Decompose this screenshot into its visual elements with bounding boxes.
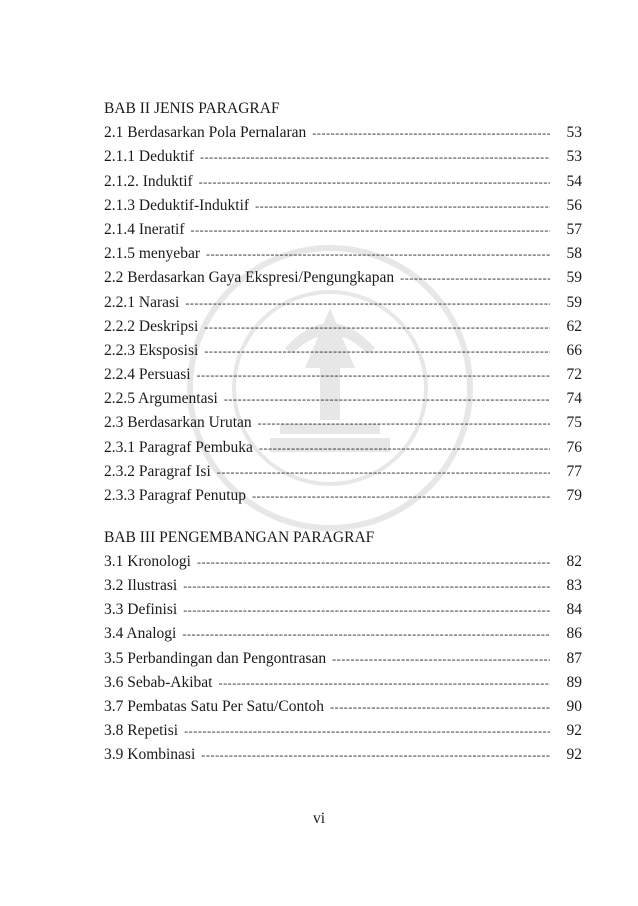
toc-entry-label: 3.4 Analogi <box>104 625 177 643</box>
dot-leader <box>197 550 550 574</box>
toc-entry-page: 66 <box>566 341 582 359</box>
toc-entry-label: 2.2.2 Deskripsi <box>104 317 199 335</box>
dot-leader <box>224 387 550 411</box>
dot-leader <box>259 436 550 460</box>
toc-entry-page: 86 <box>566 625 582 643</box>
toc-entry-label: 2.3 Berdasarkan Urutan <box>104 414 252 432</box>
toc-entry[interactable] <box>104 574 582 598</box>
toc-entry[interactable] <box>104 550 582 574</box>
toc-entry-page: 72 <box>566 366 582 384</box>
dot-leader <box>218 671 550 695</box>
toc-entry[interactable] <box>104 170 582 194</box>
toc-entry-label: 3.2 Ilustrasi <box>104 577 178 595</box>
toc-entry-label: 2.2.4 Persuasi <box>104 366 191 384</box>
toc-entry-label: 2.2.1 Narasi <box>104 293 180 311</box>
toc-entry-page: 59 <box>566 293 582 311</box>
dot-leader <box>258 411 550 435</box>
toc-entry-page: 75 <box>566 414 582 432</box>
toc-entry-page: 87 <box>566 649 582 667</box>
toc-entry-label: 2.1 Berdasarkan Pola Pernalaran <box>104 124 307 142</box>
dot-leader <box>199 170 550 194</box>
toc-entry-label: 3.3 Definisi <box>104 601 178 619</box>
dot-leader <box>201 743 550 767</box>
toc-entry-page: 76 <box>566 438 582 456</box>
dot-leader <box>312 121 550 145</box>
toc-entry[interactable] <box>104 598 582 622</box>
toc-entry-label: 2.1.5 menyebar <box>104 245 200 263</box>
dot-leader <box>204 339 550 363</box>
toc-entry[interactable] <box>104 363 582 387</box>
table-of-contents <box>104 97 582 768</box>
toc-entry-label: 2.1.3 Deduktif-Induktif <box>104 196 250 214</box>
toc-entry-label: 2.1.1 Deduktif <box>104 148 194 166</box>
dot-leader <box>190 218 550 242</box>
toc-entry[interactable] <box>104 411 582 435</box>
toc-entry[interactable] <box>104 387 582 411</box>
toc-entry-page: 53 <box>566 148 582 166</box>
chapter-heading: BAB III PENGEMBANGAN PARAGRAF <box>104 528 375 546</box>
toc-entry[interactable] <box>104 218 582 242</box>
dot-leader <box>252 484 550 508</box>
chapter-heading: BAB II JENIS PARAGRAF <box>104 100 280 117</box>
dot-leader <box>200 145 550 169</box>
toc-entry-label: 2.3.1 Paragraf Pembuka <box>104 438 253 456</box>
dot-leader <box>206 242 550 266</box>
dot-leader <box>185 291 550 315</box>
toc-entry-label: 2.2.5 Argumentasi <box>104 390 218 408</box>
toc-entry-label: 3.9 Kombinasi <box>104 746 196 764</box>
toc-entry-page: 58 <box>566 245 582 263</box>
toc-entry[interactable] <box>104 671 582 695</box>
toc-entry-label: 3.1 Kronologi <box>104 552 191 570</box>
toc-entry[interactable] <box>104 315 582 339</box>
toc-entry-page: 62 <box>566 317 582 335</box>
toc-entry[interactable] <box>104 719 582 743</box>
toc-entry-page: 74 <box>566 390 582 408</box>
toc-entry[interactable] <box>104 436 582 460</box>
toc-section <box>104 526 582 768</box>
toc-entry-label: 2.3.2 Paragraf Isi <box>104 462 211 480</box>
dot-leader <box>183 598 550 622</box>
toc-entry-page: 90 <box>566 698 582 715</box>
toc-entry-page: 92 <box>566 746 582 764</box>
toc-entry-page: 84 <box>566 601 582 619</box>
toc-entry[interactable] <box>104 484 582 508</box>
dot-leader <box>184 719 550 743</box>
toc-entry-label: 3.7 Pembatas Satu Per Satu/Contoh <box>104 698 325 715</box>
toc-entry-page: 82 <box>566 552 582 570</box>
toc-entry[interactable] <box>104 647 582 671</box>
toc-entry-page: 59 <box>566 269 582 287</box>
toc-entry[interactable] <box>104 242 582 266</box>
dot-leader <box>332 647 550 671</box>
toc-entry-page: 77 <box>566 462 582 480</box>
toc-entry[interactable] <box>104 743 582 767</box>
toc-entry-label: 2.1.4 Ineratif <box>104 220 185 238</box>
dot-leader <box>255 194 550 218</box>
toc-entry[interactable] <box>104 291 582 315</box>
toc-entry-label: 3.5 Perbandingan dan Pengontrasan <box>104 649 327 667</box>
dot-leader <box>217 460 550 484</box>
toc-entry[interactable] <box>104 339 582 363</box>
toc-entry-label: 2.2 Berdasarkan Gaya Ekspresi/Pengungkapan <box>104 269 395 287</box>
toc-entry-label: 2.2.3 Eksposisi <box>104 341 199 359</box>
toc-section <box>104 97 582 508</box>
toc-entry[interactable] <box>104 460 582 484</box>
dot-leader <box>182 622 550 646</box>
toc-entry[interactable] <box>104 266 582 290</box>
toc-entry-page: 89 <box>566 673 582 691</box>
dot-leader <box>400 266 550 290</box>
dot-leader <box>330 695 550 719</box>
toc-entry-label: 3.6 Sebab-Akibat <box>104 673 213 691</box>
toc-entry-label: 3.8 Repetisi <box>104 722 179 740</box>
toc-entry[interactable] <box>104 121 582 145</box>
toc-entry[interactable] <box>104 622 582 646</box>
toc-entry-page: 79 <box>566 487 582 504</box>
toc-entry[interactable] <box>104 695 582 719</box>
toc-entry[interactable] <box>104 194 582 218</box>
toc-entry-page: 56 <box>566 196 582 214</box>
toc-entry-page: 53 <box>566 124 582 142</box>
dot-leader <box>204 315 550 339</box>
toc-entry-page: 57 <box>566 220 582 238</box>
toc-entry[interactable] <box>104 145 582 169</box>
dot-leader <box>197 363 550 387</box>
toc-entry-page: 83 <box>566 577 582 595</box>
page-number: vi <box>312 810 326 827</box>
toc-entry-label: 2.1.2. Induktif <box>104 172 193 190</box>
toc-entry-label: 2.3.3 Paragraf Penutup <box>104 487 247 504</box>
toc-entry-page: 92 <box>566 722 582 740</box>
dot-leader <box>183 574 550 598</box>
toc-entry-page: 54 <box>566 172 582 190</box>
